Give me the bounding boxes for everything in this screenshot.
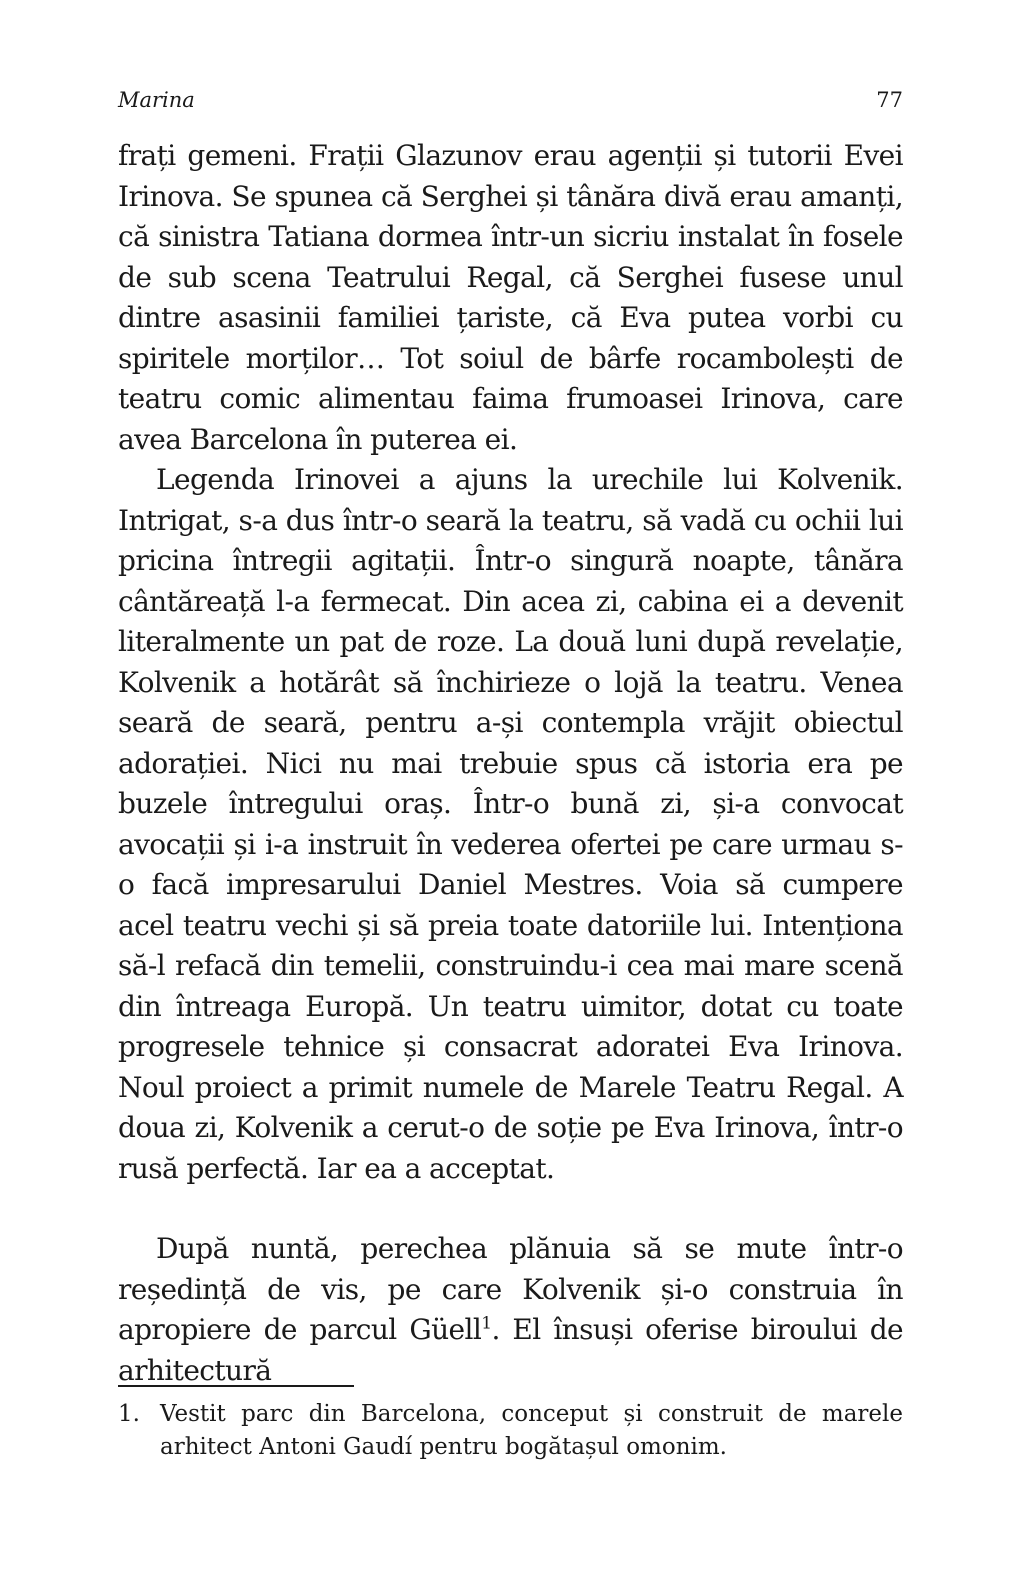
paragraph-3 (118, 1229, 903, 1391)
page-number: 77 (876, 88, 903, 112)
running-head (118, 88, 903, 118)
running-title: Marina (118, 88, 195, 112)
footnote-reference: 1 (481, 1313, 492, 1334)
paragraph-2: Legenda Irinovei a ajuns la urechile lui Kolvenik. Intrigat, s-a dus într-o seară la teatru, să vadă cu ochii lui pricina întregii agitații. Într-o singură noapte, tânăra cântăreață l-a fermecat. Din acea zi, cabina ei a devenit literalmente un pat de roze. La două luni după revelație, Kolvenik a hotărât să închirieze o lojă la teatru. Venea seară de seară, pentru a-și contempla vrăjit obiectul adorației. Nici nu mai trebuie spus că istoria era pe buzele întregului oraș. Într-o bună zi, și-a convocat avocații și i-a instruit în vederea ofertei pe care urmau s-o facă impresarului Daniel Mestres. Voia să cumpere acel teatru vechi și să preia toate datoriile lui. Intenționa să-l refacă din temelii, construindu-i cea mai mare scenă din întreaga Europă. Un teatru uimitor, dotat cu toate progresele tehnice și consacrat adoratei Eva Irinova. Noul proiect a primit numele de Marele Teatru Regal. A doua zi, Kolvenik a cerut-o de soție pe Eva Irinova, într-o rusă perfectă. Iar ea a acceptat. (118, 463, 903, 1185)
body-text (118, 136, 903, 1391)
footnote (118, 1398, 903, 1464)
footnote-number: 1. (118, 1401, 140, 1427)
footnote-rule (118, 1385, 354, 1387)
paragraph-3-text-after-note: . El însuși oferise biroului de arhitectură (118, 1313, 904, 1387)
footnote-text: Vestit parc din Barcelona, conceput și construit de marele arhitect Antoni Gaudí pentru bogătașul omonim. (160, 1401, 903, 1460)
paragraph-3-text-before-note: După nuntă, perechea plănuia să se mute într-o reședință de vis, pe care Kolvenik și-o construia în apropiere de parcul Güell (118, 1232, 903, 1346)
paragraph-1: frați gemeni. Frații Glazunov erau agenții și tutorii Evei Irinova. Se spunea că Serghei și tânăra divă erau amanți, că sinistra Tatiana dormea într-un sicriu instalat în fosele de sub scena Teatrului Regal, că Serghei fusese unul dintre asasinii familiei țariste, că Eva putea vorbi cu spiritele morților… Tot soiul de bârfe rocambolești de teatru comic alimentau faima frumoasei Irinova, care avea Barcelona în puterea ei. (118, 139, 903, 456)
